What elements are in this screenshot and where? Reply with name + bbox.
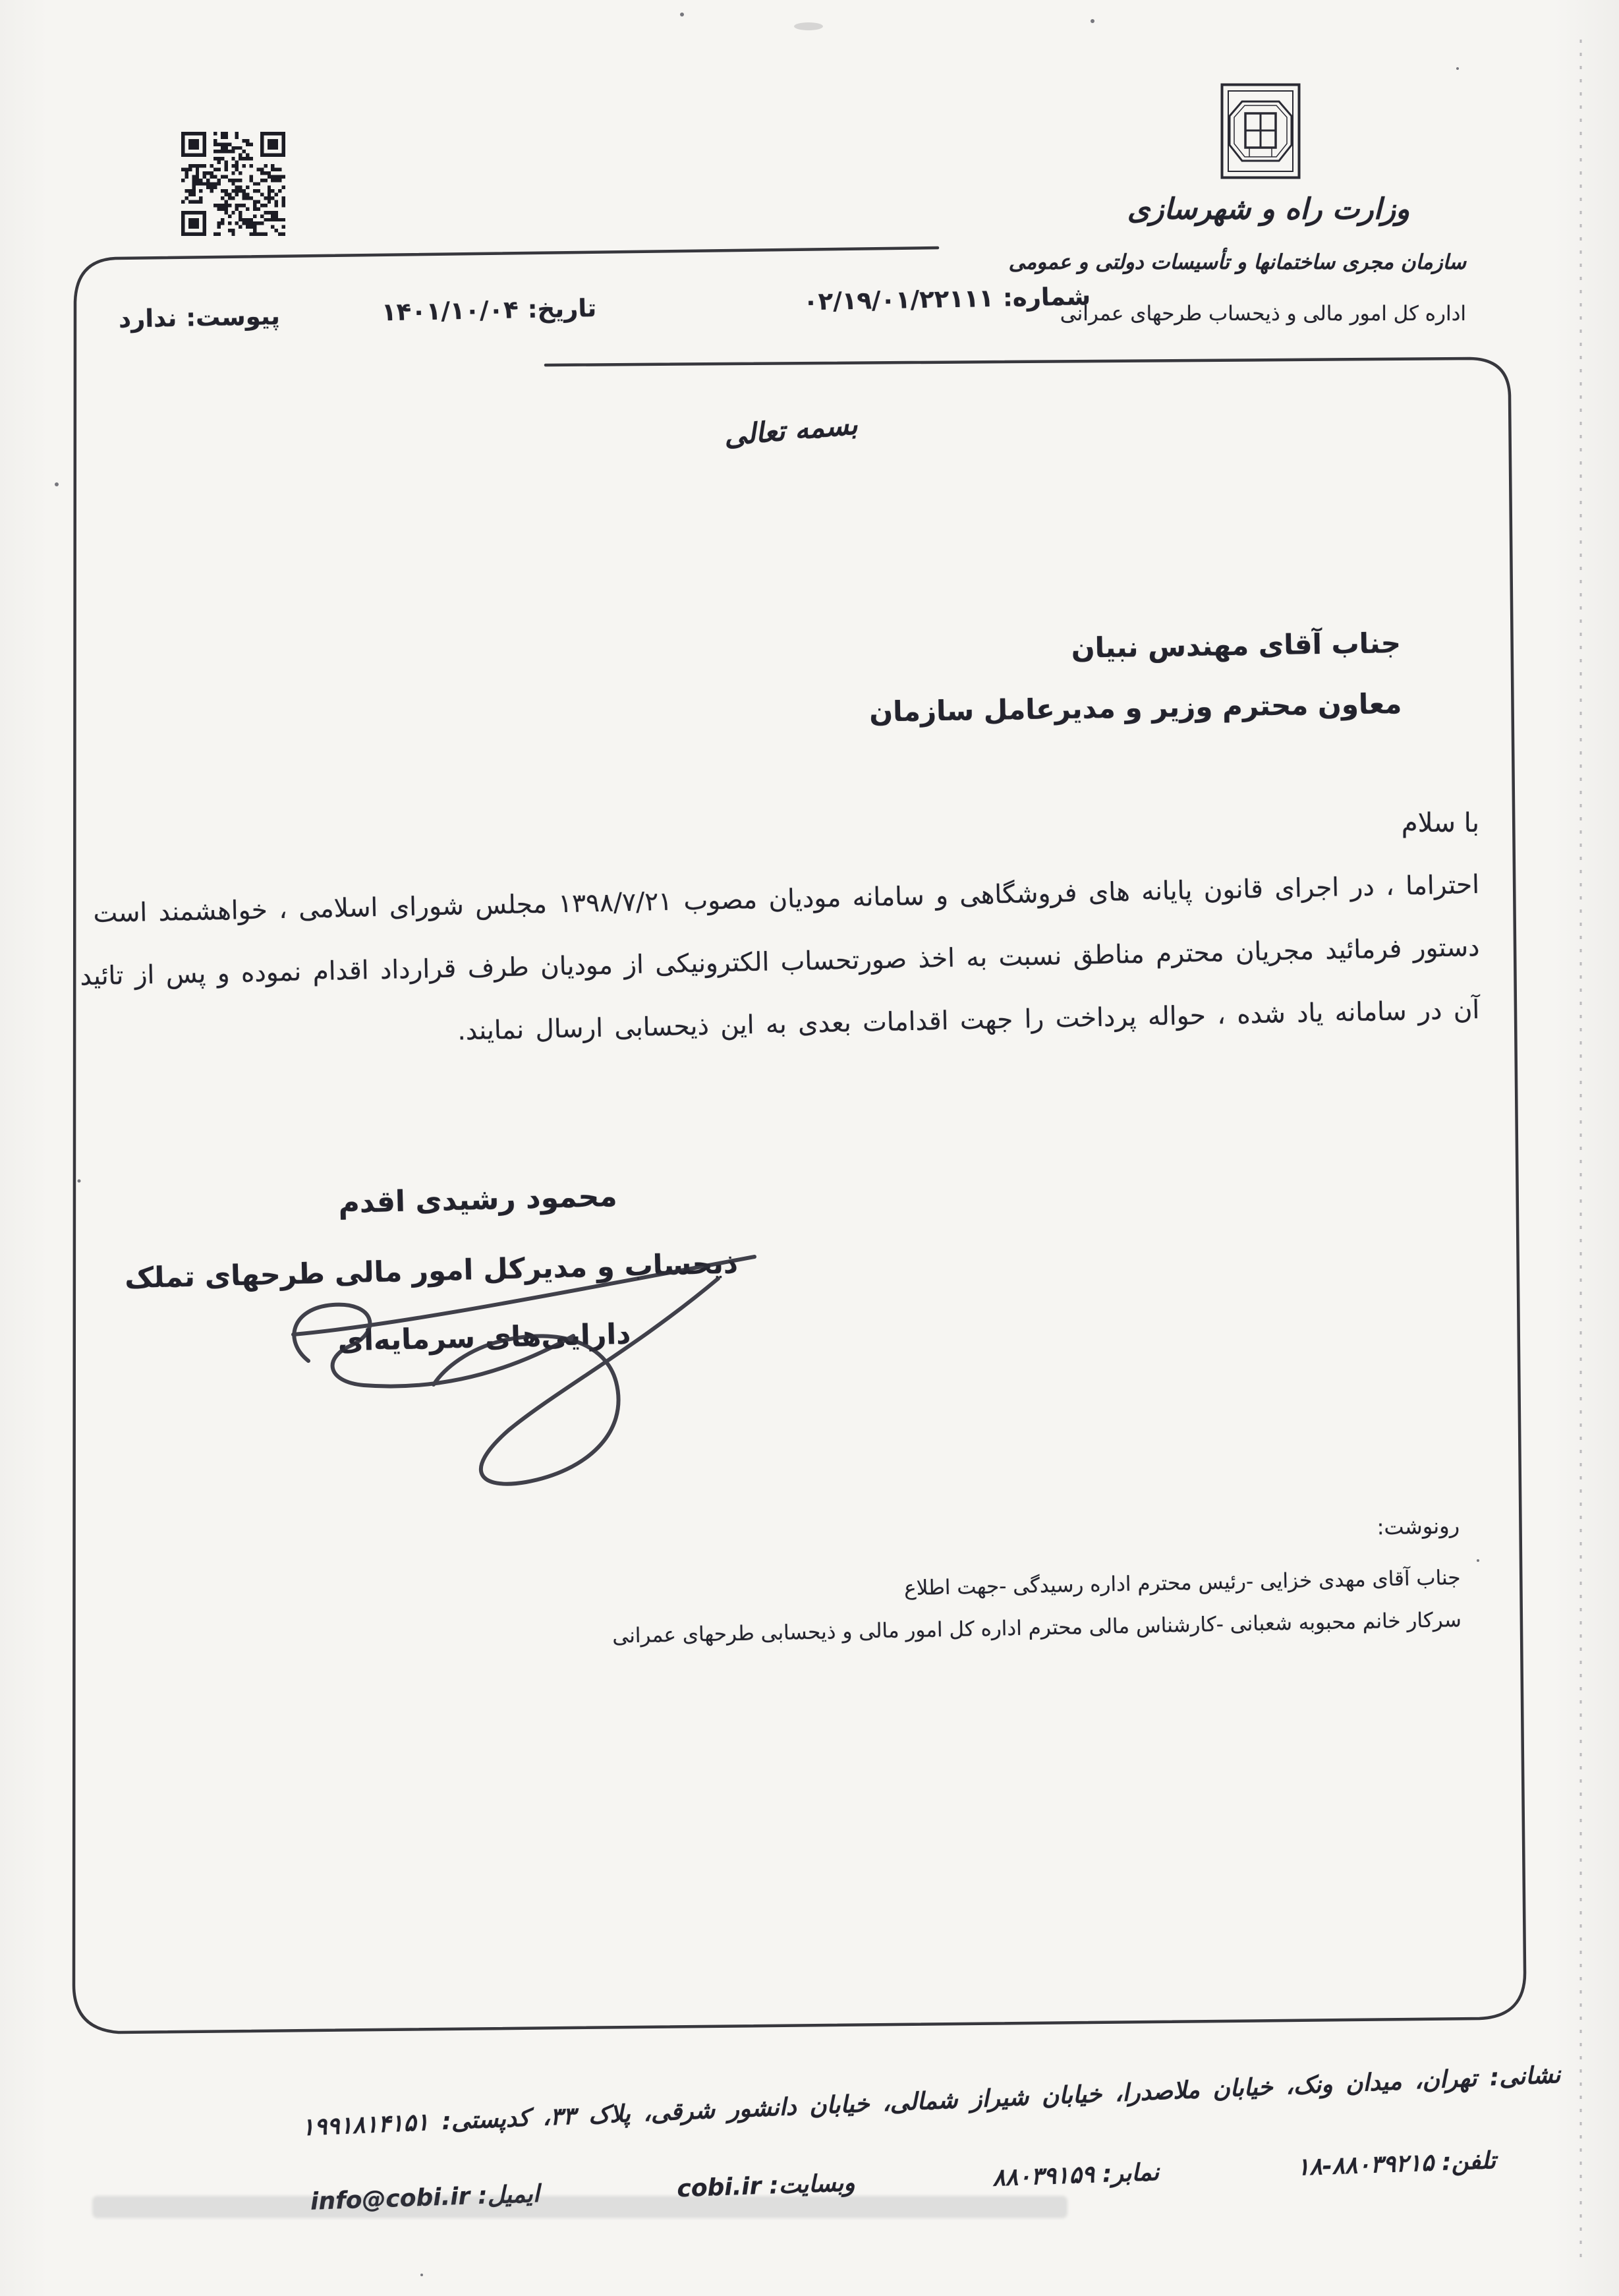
letterhead-organization: سازمان مجری ساختمانها و تأسیسات دولتی و عمومی [1008, 250, 1466, 274]
letterhead-department: اداره کل امور مالی و ذیحساب طرحهای عمرانی [1060, 302, 1466, 326]
cc-item-1: جناب آقای مهدی خزایی -رئیس محترم اداره رسیدگی -جهت اطلاع [904, 1565, 1462, 1601]
footer-website-value: cobi.ir [676, 2172, 762, 2203]
scan-ghost-band [92, 2196, 1067, 2218]
cc-block [611, 1513, 1462, 1648]
body-line-3: آن در سامانه یاد شده ، حواله پرداخت را جهت اقدامات بعدی به این ذیحسابی ارسال نمایند. [457, 995, 1480, 1047]
letter-attachment-value: ندارد [118, 304, 177, 333]
letter-number-value: ۰۲/۱۹/۰۱/۲۲۱۱۱ [803, 283, 994, 316]
salutation: با سلام [1401, 808, 1479, 838]
footer-address: نشانی: تهران، میدان ونک، خیابان ملاصدرا، خیابان شیراز شمالی، خیابان دانشور شرقی، پلاک ۳۳، کدپستی: ۱۹۹۱۸۱۴۱۵۱ [300, 2061, 1561, 2142]
ministry-emblem-icon [1220, 83, 1301, 179]
footer-email-label: ایمیل: [477, 2180, 540, 2210]
signer-title-line-2: دارایی‌های سرمایه‌ای [337, 1317, 631, 1358]
footer-website-label: وبسایت: [768, 2169, 856, 2200]
recipient-block [868, 613, 1402, 743]
cc-label: رونوشت: [1377, 1513, 1460, 1540]
letter-number-label: شماره: [1002, 282, 1091, 312]
basmala: بسمه تعالی [722, 408, 859, 452]
body-line-2: دستور فرمائید مجریان محترم مناطق نسبت به اخذ صورتحساب الکترونیکی از مودیان طرف قرارداد اقدام نموده و پس از تائید [79, 933, 1480, 992]
footer-phone-value: ۱۸-۸۸۰۳۹۲۱۵ [1296, 2149, 1434, 2181]
footer-email-value: info@cobi.ir [310, 2183, 470, 2216]
scan-specks [55, 13, 1479, 2276]
letter-date-value: ۱۴۰۱/۱۰/۰۴ [381, 295, 519, 327]
signer-title-line-1: ذیحساب و مدیرکل امور مالی طرحهای تملک [124, 1247, 739, 1296]
letter-attachment-label: پیوست: [186, 302, 281, 332]
qr-code-icon [181, 132, 285, 236]
letter-attachment-field [119, 302, 281, 333]
recipient-name: جناب آقای مهندس نبیان [1071, 626, 1402, 664]
footer-phone-label: تلفن: [1441, 2147, 1496, 2176]
footer-phone-field [1296, 2147, 1496, 2181]
letter-number-field [803, 282, 1091, 316]
letter-date-field [381, 294, 596, 326]
footer-fax-label: نمابر: [1102, 2158, 1160, 2188]
footer-fax-value: ۸۸۰۳۹۱۵۹ [992, 2161, 1095, 2192]
signer-name: محمود رشیدی اقدم [337, 1179, 618, 1220]
recipient-title: معاون محترم وزیر و مدیرعامل سازمان [868, 687, 1402, 728]
letterhead-ministry: وزارت راه و شهرسازی [1127, 192, 1410, 226]
footer-fax-field [992, 2159, 1160, 2192]
letter-date-label: تاریخ: [527, 294, 597, 324]
cc-item-2: سرکار خانم محبوبه شعبانی -کارشناس مالی محترم اداره کل امور مالی و ذیحسابی طرحهای عمرانی [612, 1607, 1462, 1648]
handwritten-signature-icon [283, 1242, 797, 1506]
body-line-1: احتراما ، در اجرای قانون پایانه های فروشگاهی و سامانه مودیان مصوب ۱۳۹۸/۷/۲۱ مجلس شورای اسلامی ، خواهشمند است [93, 870, 1480, 929]
